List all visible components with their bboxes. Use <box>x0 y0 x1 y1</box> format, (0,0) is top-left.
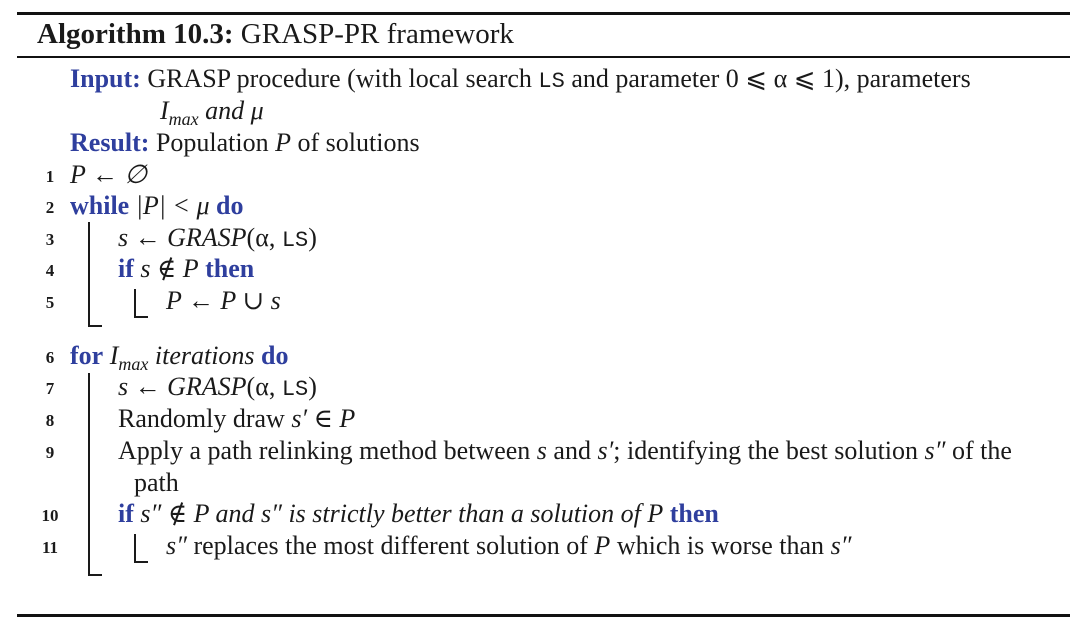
replace-text-a: replaces the most different solution of <box>193 531 588 560</box>
algorithm-name: GRASP-PR framework <box>240 18 514 50</box>
grasp-args: (α, <box>246 223 282 252</box>
grasp-args: (α, <box>246 372 282 401</box>
line-8 <box>118 404 355 434</box>
relink-text-a: Apply a path relinking method between <box>118 436 531 465</box>
input-imax-sub: max <box>168 109 199 129</box>
input-line-cont <box>160 96 264 128</box>
replace-text-b: which is worse than <box>616 531 825 560</box>
result-P: P <box>275 128 291 157</box>
line-number: 3 <box>45 230 55 249</box>
algorithm-title <box>37 15 514 53</box>
for-iterations: iterations <box>154 341 255 370</box>
if-block-end <box>134 316 148 318</box>
while-block-bar <box>88 222 90 326</box>
relink-text-b: ; identifying the best solution <box>613 436 919 465</box>
grasp-fn: GRASP <box>167 223 247 252</box>
relink-and: and <box>553 436 591 465</box>
input-text-a: GRASP procedure (with local search <box>147 64 532 93</box>
if-block-bar <box>134 289 136 317</box>
line-6 <box>70 341 289 373</box>
relink-s2: s″ <box>924 436 946 465</box>
line-number: 7 <box>45 379 55 398</box>
line-3 <box>118 223 317 256</box>
kw-do: do <box>261 341 289 370</box>
result-text-b: of solutions <box>297 128 420 157</box>
replace-s2-end: s″ <box>830 531 852 560</box>
kw-do: do <box>216 191 244 220</box>
line-number: 2 <box>45 198 55 217</box>
line-number: 1 <box>45 167 55 186</box>
input-ls: LS <box>538 69 565 94</box>
replace-P: P <box>594 531 611 560</box>
grasp-close: ) <box>308 372 317 401</box>
for-imax: I <box>109 341 119 370</box>
line-2 <box>70 191 243 221</box>
kw-if: if <box>118 254 134 283</box>
line-number: 4 <box>45 261 55 280</box>
line-7 <box>118 372 317 405</box>
line-10 <box>118 499 719 529</box>
header-rule <box>17 56 1070 58</box>
kw-for: for <box>70 341 104 370</box>
algorithm-label: Algorithm 10.3: <box>37 18 234 50</box>
line-4 <box>118 254 254 284</box>
relink-s1: s′ <box>597 436 614 465</box>
input-line <box>70 64 971 97</box>
kw-while: while <box>70 191 130 220</box>
draw-math: s′ ∈ P <box>291 404 356 433</box>
input-and-mu: and μ <box>205 96 264 125</box>
if-block-bar <box>134 534 136 562</box>
replace-s2: s″ <box>166 531 187 560</box>
kw-then: then <box>205 254 255 283</box>
grasp-ls: LS <box>281 228 309 253</box>
line-5: P ← P ∪ s <box>166 286 281 315</box>
line-11 <box>166 531 852 561</box>
result-text-a: Population <box>155 128 269 157</box>
input-text-b: and parameter 0 ⩽ α ⩽ 1), parameters <box>571 64 971 93</box>
result-keyword: Result: <box>70 128 150 157</box>
while-cond: |P| < μ <box>135 191 210 220</box>
line-number: 8 <box>45 411 55 430</box>
grasp-close: ) <box>308 223 317 252</box>
assign-lhs: s ← <box>118 372 168 401</box>
for-imax-sub: max <box>118 354 149 374</box>
draw-text: Randomly draw <box>118 404 285 433</box>
line-number: 11 <box>41 538 59 557</box>
line-number: 5 <box>45 293 55 312</box>
while-block-end <box>88 325 102 327</box>
grasp-fn: GRASP <box>167 372 247 401</box>
line-number: 10 <box>41 506 59 525</box>
kw-then: then <box>669 499 719 528</box>
input-imax: I <box>160 96 169 125</box>
line-number: 9 <box>45 443 55 462</box>
grasp-ls: LS <box>281 377 309 402</box>
if-cond: s ∉ P <box>140 254 199 283</box>
for-block-bar <box>88 373 90 575</box>
relink-text-c: of the <box>951 436 1012 465</box>
assign-lhs: s ← <box>118 223 168 252</box>
line-9-cont: path <box>134 468 179 497</box>
line-1: P ← ∅ <box>70 160 148 189</box>
line-number: 6 <box>45 348 55 367</box>
bottom-rule <box>17 614 1070 617</box>
line-9 <box>118 436 1012 466</box>
input-keyword: Input: <box>70 64 141 93</box>
result-line <box>70 128 420 158</box>
kw-if: if <box>118 499 134 528</box>
relink-s: s <box>536 436 547 465</box>
if-cond: s″ ∉ P and s″ is strictly better than a solution of P <box>140 499 664 528</box>
for-block-end <box>88 574 102 576</box>
if-block-end <box>134 561 148 563</box>
